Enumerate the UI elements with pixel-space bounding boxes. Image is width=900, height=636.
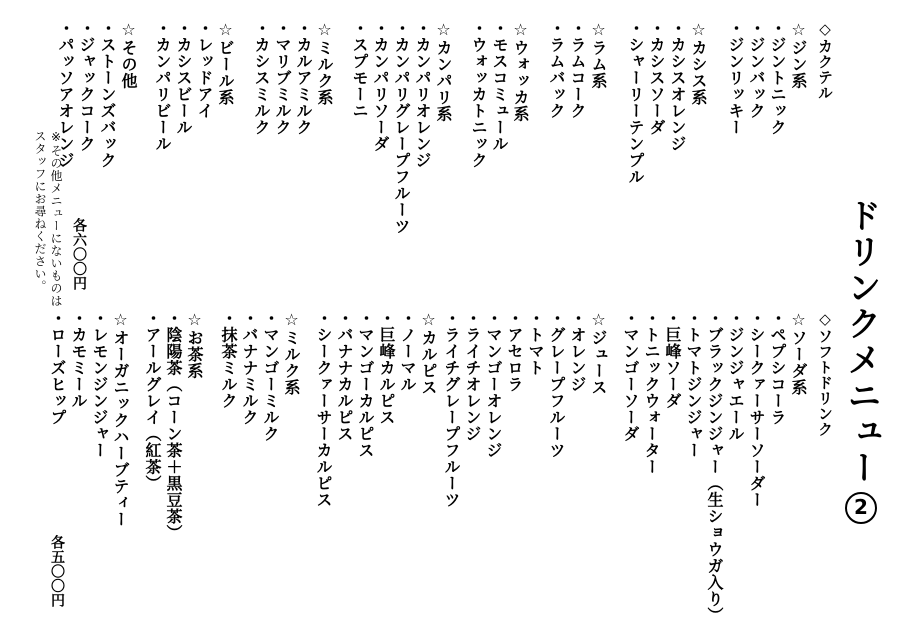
menu-item: ・トマトジンジャー — [684, 310, 703, 459]
menu-item: ・ラムコーク — [568, 20, 587, 119]
group-header: ☆ソーダ系 — [789, 310, 808, 396]
group-header: ☆カンパリ系 — [434, 20, 453, 122]
cocktail-price: 各六〇〇円 — [71, 218, 87, 291]
menu-item: ・モスコミュール — [490, 20, 509, 152]
menu-item: ・ジンバック — [747, 20, 766, 119]
menu-item: ・陰陽茶（コーン茶＋黒豆茶） — [164, 310, 183, 541]
group-header: ☆ラム系 — [589, 20, 608, 89]
menu-item: ・ウォッカトニック — [469, 20, 488, 169]
menu-item: ・カンパリオレンジ — [413, 20, 432, 169]
menu-item: ・ラムバック — [547, 20, 566, 119]
menu-item: ・マンゴーオレンジ — [484, 310, 503, 459]
menu-item: ・カシスオレンジ — [668, 20, 687, 152]
menu-item: ・マンゴーソーダ — [621, 310, 640, 442]
menu-item: ・ローズヒップ — [48, 310, 67, 426]
soft-drink-price: 各五〇〇円 — [49, 535, 65, 608]
menu-item: ・ジャックコーク — [77, 20, 96, 152]
menu-item: ・ストーンズバック — [98, 20, 117, 169]
menu-item: ・カルアミルク — [294, 20, 313, 136]
menu-item: ・ノーマル — [398, 310, 417, 393]
menu-item: ・バナナミルク — [240, 310, 259, 426]
menu-item: ・巨峰カルピス — [377, 310, 396, 426]
menu-item: ・マリブミルク — [273, 20, 292, 136]
menu-item: ・バナナカルピス — [335, 310, 354, 442]
group-header: ☆カシス系 — [689, 20, 708, 106]
group-header: ☆ジン系 — [789, 20, 808, 89]
group-header: ☆ジュース — [589, 310, 608, 396]
menu-title-text: ドリンクメニュー — [841, 198, 881, 486]
menu-item: ・シャーリーテンプル — [626, 20, 645, 185]
group-header: ☆オーガニックハーブティー — [111, 310, 130, 528]
group-header: ☆その他 — [119, 20, 138, 89]
group-header: ☆ビール系 — [216, 20, 235, 106]
menu-item: ・スプモーニ — [350, 20, 369, 119]
group-header: ☆ウォッカ系 — [511, 20, 530, 122]
menu-item: ・ジンジャエール — [726, 310, 745, 442]
menu-item: ・パッソアオレンジ — [56, 20, 75, 169]
menu-item: ・カシスビール — [174, 20, 193, 136]
menu-item: ・レモンジンジャー — [90, 310, 109, 459]
menu-item: ・カンパリソーダ — [371, 20, 390, 152]
menu-item: ・トニックウォーター — [642, 310, 661, 475]
menu-item: ・マンゴーカルピス — [356, 310, 375, 459]
cocktail-heading: ◇カクテル — [816, 20, 834, 101]
menu-item: ・シークァーサーカルピス — [314, 310, 333, 508]
menu-item: ・アールグレイ（紅茶） — [143, 310, 162, 492]
group-header: ☆ミルク系 — [315, 20, 334, 106]
menu-item: ・ライチグレープフルーツ — [442, 310, 461, 508]
menu-item: ・カシスソーダ — [647, 20, 666, 136]
menu-item: ・ブラックジンジャー（生ショウガ入り） — [705, 310, 724, 624]
menu-item: ・カンパリビール — [153, 20, 172, 152]
menu-item: ・ライチオレンジ — [463, 310, 482, 442]
group-header: ☆お茶系 — [185, 310, 204, 379]
menu-item: ・ジンリッキー — [726, 20, 745, 136]
menu-item: ・シークァーサーソーダー — [747, 310, 766, 508]
menu-item: ・オレンジ — [568, 310, 587, 393]
menu-item: ・カモミール — [69, 310, 88, 409]
menu-item: ・アセロラ — [505, 310, 524, 393]
menu-item: ・カシスミルク — [252, 20, 271, 136]
menu-item: ・ジントニック — [768, 20, 787, 136]
menu-item: ・グレープフルーツ — [547, 310, 566, 459]
group-header: ☆ミルク系 — [282, 310, 301, 396]
menu-item: ・カンパリグレープフルーツ — [392, 20, 411, 235]
menu-item: ・トマト — [526, 310, 545, 376]
menu-item: ・マンゴーミルク — [261, 310, 280, 442]
page-number-badge: 2 — [845, 492, 877, 524]
menu-item: ・レッドアイ — [195, 20, 214, 119]
menu-item: ・巨峰ソーダ — [663, 310, 682, 409]
menu-item: ・ペプシコーラ — [768, 310, 787, 426]
note-line: スタッフにお尋ねください。 — [33, 130, 47, 293]
menu-item: ・抹茶ミルク — [219, 310, 238, 409]
soft-drink-heading: ◇ソフトドリンク — [816, 310, 834, 437]
menu-title — [841, 198, 881, 524]
note-line: ※その他メニューにないものは — [49, 130, 63, 307]
group-header: ☆カルピス — [419, 310, 438, 396]
